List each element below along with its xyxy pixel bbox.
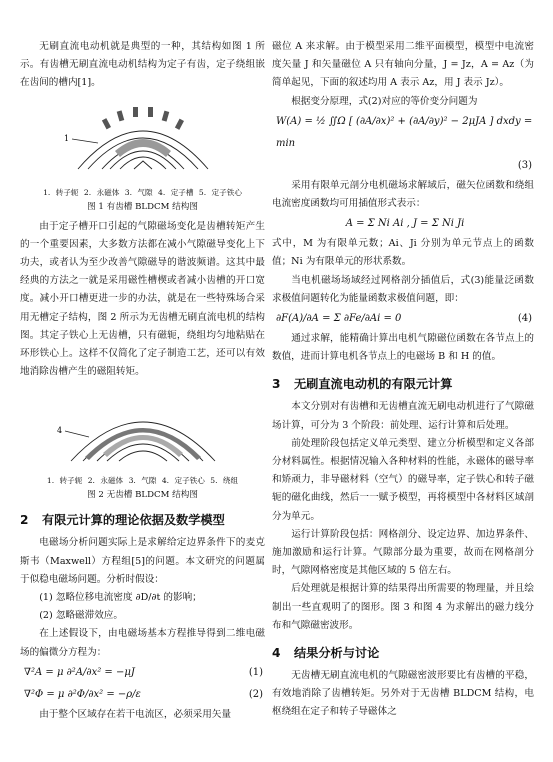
equation-3-number: (3) xyxy=(517,159,532,171)
section-heading-3: 3 无刷直流电动机的有限元计算 xyxy=(272,377,453,392)
equation-interpolation: A = Σ Ni Ai , J = Σ Ni Ji xyxy=(345,218,465,230)
left-column xyxy=(20,38,265,724)
figure-1-slotted-bldcm xyxy=(58,99,228,185)
paragraph: 根据变分原理，式(2)对应的等价变分问题为 xyxy=(291,95,478,107)
paragraph: 本文分别对有齿槽和无齿槽直流无刷电动机进行了气隙磁场计算，可分为 3 个阶段：前处理、运行计算和后处理。 xyxy=(272,401,534,431)
paragraph: 在上述假设下，由电磁场基本方程推导得到二维电磁场的偏微分方程为： xyxy=(20,628,265,658)
paragraph: 磁位 A 来求解。由于模型采用二维平面模型，模型中电流密度矢量 J 和矢量磁位 A 只有轴向分量，J = Jz，A = Az（为简单起见，下面的叙述均用 A 表示 Az，用 J 表示 Jz）。 xyxy=(272,41,534,89)
assumption-2: (2) 忽略磁滞效应。 xyxy=(39,610,123,622)
paragraph: 电磁场分析问题实际上是求解给定边界条件下的麦克斯韦（Maxwell）方程组[5]的问题。本文研究的问题属于似稳电磁场问题。分析时假设： xyxy=(20,537,265,585)
paragraph: 当电机磁场场域经过网格剖分插值后，式(3)能量泛函数求极值问题转化为能量函数求极值问题，即： xyxy=(272,274,534,304)
figure-2-caption: 图 2 无齿槽 BLDCM 结构图 xyxy=(87,490,198,501)
figure-1-label: 1 xyxy=(63,133,69,143)
paragraph: 采用有限单元剖分电机磁场求解域后，磁矢位函数和绕组电流密度函数均可用插值形式表示： xyxy=(272,179,534,210)
right-column xyxy=(272,38,534,722)
assumption-1: (1) 忽略位移电流密度 ∂D/∂t 的影响； xyxy=(39,592,202,604)
paragraph: 后处理就是根据计算的结果得出所需要的物理量，并且绘制出一些直观明了的图形。图 3 和图 4 为求解出的磁力线分布和气隙磁密波形。 xyxy=(272,583,534,631)
equation-3: W(A) = ½ ∬Ω [ (∂A/∂x)² + (∂A/∂y)² − 2μJA ] dxdy = min xyxy=(276,115,533,149)
equation-2: ∇²Φ = μ ∂²Φ/∂x² = −ρ/ε (2) xyxy=(24,688,263,700)
section-heading-4: 4 结果分析与讨论 xyxy=(272,646,380,661)
figure-2-slotless-bldcm xyxy=(53,387,233,473)
figure-2-label: 4 xyxy=(56,426,62,436)
paragraph: 通过求解，能精确计算出电机气隙磁位函数在各节点上的数值，进而计算电机各节点上的电磁场 B 和 H 的值。 xyxy=(272,333,534,363)
paragraph: 由于整个区域存在若干电流区，必须采用矢量 xyxy=(39,708,232,720)
figure-2-legend: 1. 转子轭 2. 永磁体 3. 气隙 4. 定子铁心 5. 绕组 xyxy=(46,476,239,486)
paragraph: 运行计算阶段包括：网格剖分、设定边界、加边界条件、施加激励和运行计算。气隙部分最为重要，故而在网格剖分时，气隙网格密度是其他区域的 5 倍左右。 xyxy=(272,528,534,577)
figure-1-legend: 1. 转子轭 2. 永磁体 3. 气隙 4. 定子槽 5. 定子铁心 xyxy=(43,187,242,197)
paragraph: 由于定子槽开口引起的气隙磁场变化是齿槽转矩产生的一个重要因素，大多数方法都在减小气隙磁导变化上下功夫，或者认为至少改善气隙磁导的谐波频谱。这其中最经典的方法之一就是采用磁性槽楔或者减小齿槽的开口宽度。减小开口槽更进一步的办法，就是在一些特殊场合采用无槽定子结构，图 2 所示为无齿槽无刷直流电机的结构图。其定子铁心上无齿槽，只有磁轭，绕组均匀地粘贴在环形铁心上。这样不仅简化了定子制造工艺，还可以有效地消除齿槽产生的磁阻转矩。 xyxy=(20,220,265,378)
figure-1-caption: 图 1 有齿槽 BLDCM 结构图 xyxy=(87,201,198,212)
paragraph: 无齿槽无刷直流电机的气隙磁密波形要比有齿槽的平稳，有效地消除了齿槽转矩。另外对于无齿槽 BLDCM 结构，电枢绕组在定子和转子导磁体之 xyxy=(272,670,534,718)
section-heading-2: 2 有限元计算的理论依据及数学模型 xyxy=(20,513,225,528)
paragraph: 式中，M 为有限单元数；Ai、Ji 分别为单元节点上的函数值；Ni 为有限单元的形状系数。 xyxy=(272,238,534,268)
equation-1: ∇²A = μ ∂²A/∂x² = −μJ (1) xyxy=(24,666,263,678)
paragraph: 无刷直流电动机就是典型的一种，其结构如图 1 所示。有齿槽无刷直流电动机结构为定子有齿，定子绕组嵌在齿间的槽内[1]。 xyxy=(20,41,265,89)
equation-4: ∂F(A)/∂A = Σ ∂Fe/∂Ai = 0 (4) xyxy=(276,313,532,325)
paragraph: 前处理阶段包括定义单元类型、建立分析模型和定义各部分材料属性。根据情况输入各种材料的性能，永磁体的磁导率和矫顽力，非导磁材料（空气）的磁导率，定子铁心和转子磁轭的磁化曲线，然后一一赋予模型，再将模型中各材料区域剖分为单元。 xyxy=(272,437,534,522)
